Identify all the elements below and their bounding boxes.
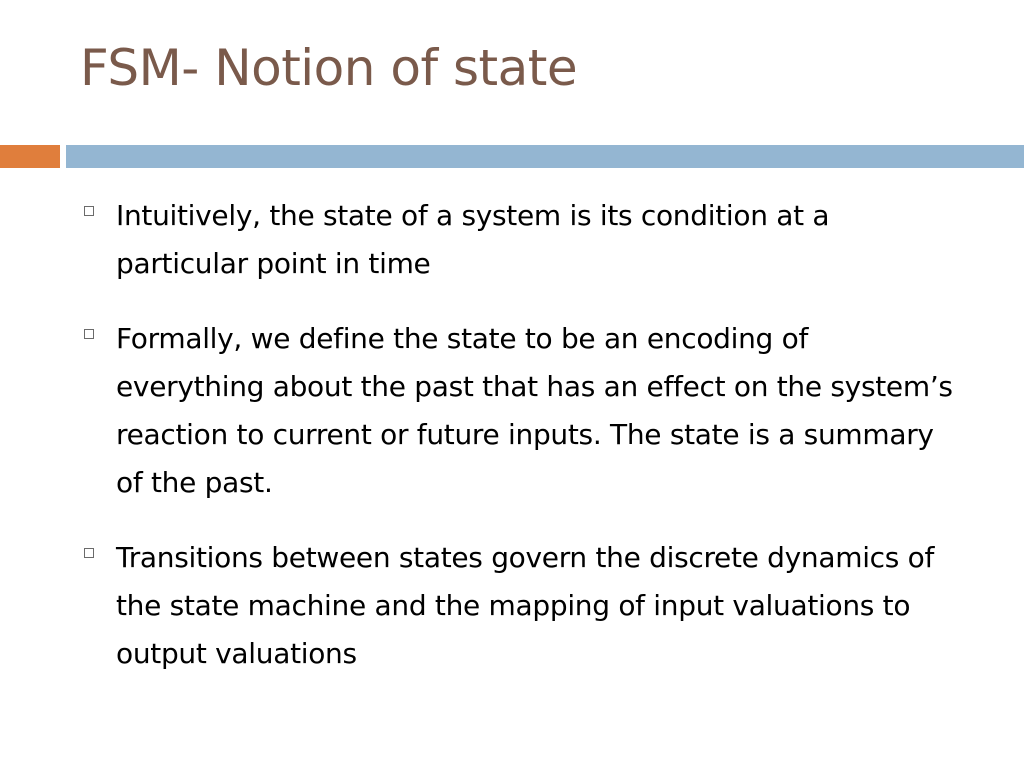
bullet-text: Transitions between states govern the discrete dynamics of the state machine and the mapping of input valuations to output valuations <box>116 541 935 670</box>
bullet-list <box>80 192 960 705</box>
title-rule-bar <box>66 145 1024 168</box>
bullet-item <box>80 534 960 678</box>
hollow-square-bullet-icon <box>84 548 94 558</box>
title-rule-accent <box>0 145 60 168</box>
bullet-item <box>80 192 960 288</box>
hollow-square-bullet-icon <box>84 329 94 339</box>
slide-title: FSM- Notion of state <box>80 39 578 97</box>
hollow-square-bullet-icon <box>84 206 94 216</box>
bullet-item <box>80 315 960 507</box>
bullet-text: Intuitively, the state of a system is its condition at a particular point in time <box>116 199 830 280</box>
bullet-text: Formally, we define the state to be an encoding of everything about the past that has an effect on the system’s reaction to current or future inputs. The state is a summary of the past. <box>116 322 953 499</box>
